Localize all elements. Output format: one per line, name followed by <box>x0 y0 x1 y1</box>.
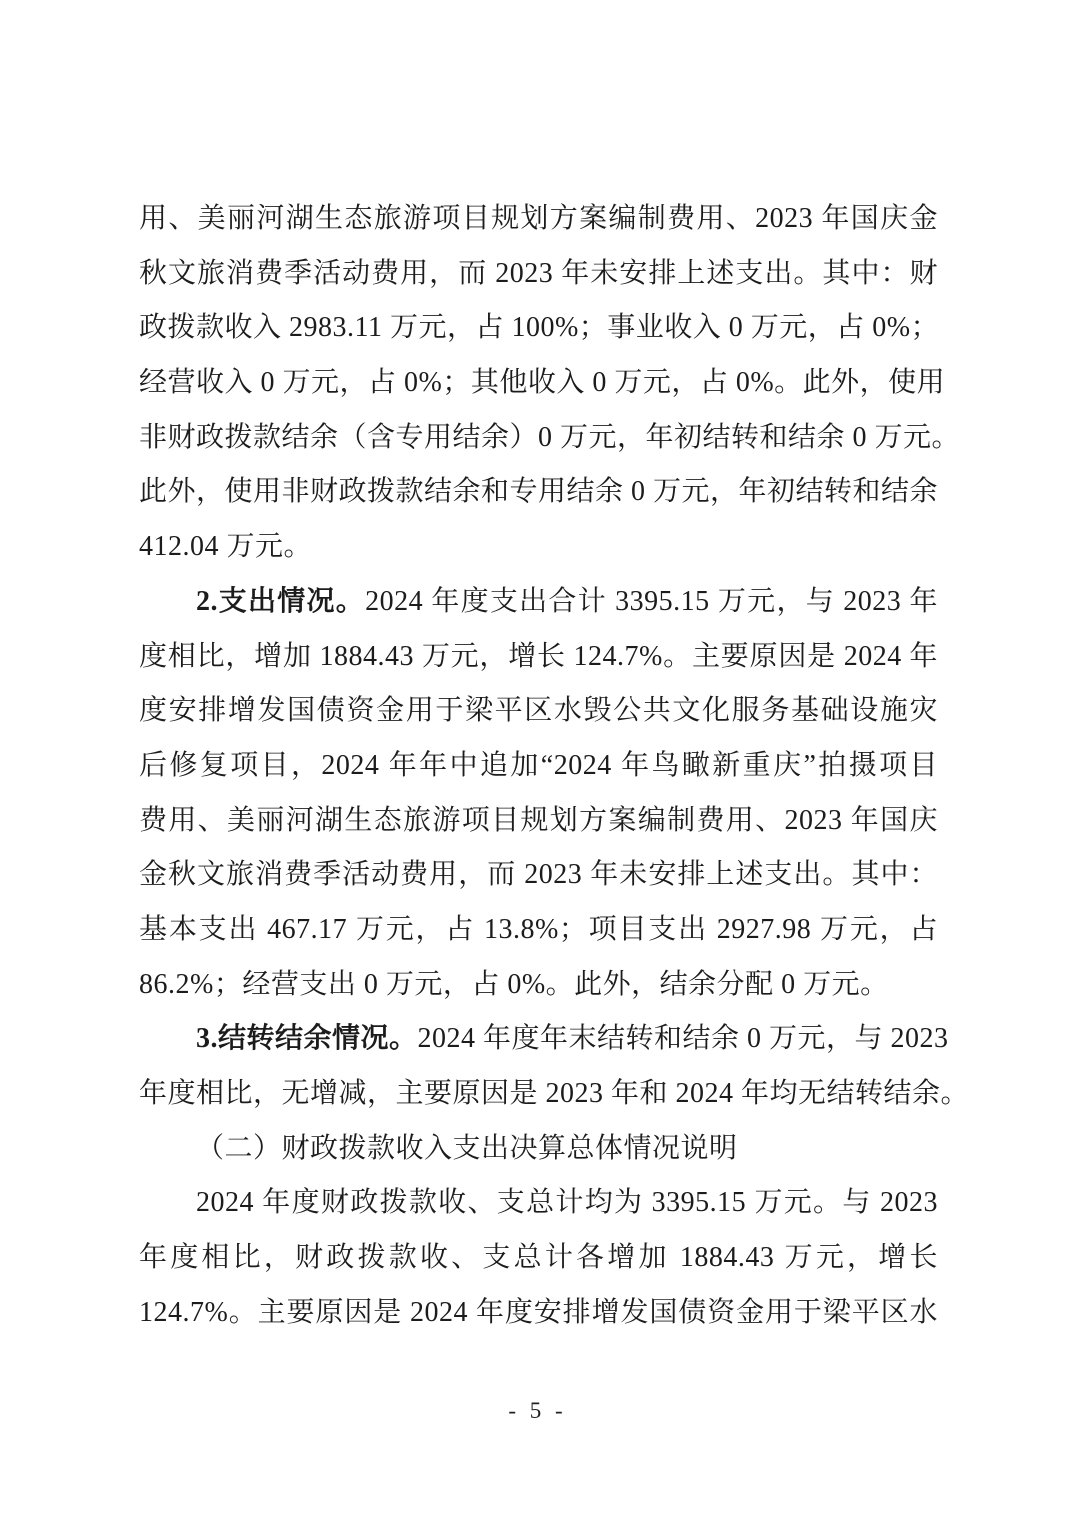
text-line-content: 费用、美丽河湖生态旅游项目规划方案编制费用、2023 年国庆 <box>139 804 938 836</box>
text-line <box>139 1012 949 1067</box>
section-heading <box>139 1122 938 1177</box>
text-line <box>139 739 938 794</box>
text-line <box>139 794 938 849</box>
text-line <box>139 1176 938 1231</box>
text-line <box>139 356 946 411</box>
text-line <box>139 1286 938 1341</box>
text-line-content: 2024 年度年末结转和结余 0 万元，与 2023 <box>417 1023 949 1055</box>
text-line <box>139 630 938 685</box>
text-line <box>139 848 938 903</box>
text-line-content: 经营收入 0 万元，占 0%；其他收入 0 万元，占 0%。此外，使用 <box>139 367 946 399</box>
text-line-content: 基本支出 467.17 万元，占 13.8%；项目支出 2927.98 万元，占 <box>139 913 938 945</box>
text-line-content: 政拨款收入 2983.11 万元，占 100%；事业收入 0 万元，占 0%； <box>139 312 940 344</box>
text-line-content: 86.2%；经营支出 0 万元，占 0%。此外，结余分配 0 万元。 <box>139 968 889 1000</box>
text-line-content: （二）财政拨款收入支出决算总体情况说明 <box>196 1132 738 1164</box>
text-line-content: 秋文旅消费季活动费用，而 2023 年未安排上述支出。其中：财 <box>139 257 938 289</box>
text-line-content: 2024 年度支出合计 3395.15 万元，与 2023 年 <box>365 585 938 617</box>
document-body <box>139 192 970 1340</box>
text-line-content: 度安排增发国债资金用于梁平区水毁公共文化服务基础设施灾 <box>139 695 938 727</box>
text-line <box>139 301 938 356</box>
text-line <box>139 575 938 630</box>
text-line <box>139 958 938 1013</box>
text-line <box>139 1067 970 1122</box>
text-line <box>139 247 938 302</box>
text-line-content: 此外，使用非财政拨款结余和专用结余 0 万元，年初结转和结余 <box>139 476 939 508</box>
text-line <box>139 520 938 575</box>
text-line-content: 用、美丽河湖生态旅游项目规划方案编制费用、2023 年国庆金 <box>139 203 938 234</box>
text-line-content: 后修复项目，2024 年年中追加“2024 年鸟瞰新重庆”拍摄项目 <box>139 749 938 781</box>
text-line <box>139 903 938 958</box>
paragraph-label: 2.支出情况。 <box>196 585 366 617</box>
text-line-content: 2024 年度财政拨款收、支总计均为 3395.15 万元。与 2023 <box>196 1187 938 1219</box>
text-line <box>139 192 938 247</box>
page-number: - 5 - <box>508 1398 567 1423</box>
text-line-content: 度相比，增加 1884.43 万元，增长 124.7%。主要原因是 2024 年 <box>139 640 938 672</box>
paragraph-label: 3.结转结余情况。 <box>196 1023 418 1055</box>
text-line-content: 124.7%。主要原因是 2024 年度安排增发国债资金用于梁平区水 <box>139 1296 938 1328</box>
text-line <box>139 465 938 520</box>
text-line <box>139 684 938 739</box>
text-line-content: 年度相比，无增减，主要原因是 2023 年和 2024 年均无结转结余。 <box>139 1078 970 1109</box>
text-line-content: 412.04 万元。 <box>139 531 313 563</box>
text-line-content: 年度相比，财政拨款收、支总计各增加 1884.43 万元，增长 <box>139 1242 938 1274</box>
text-line <box>139 411 961 466</box>
text-line <box>139 1231 938 1286</box>
text-line-content: 金秋文旅消费季活动费用，而 2023 年未安排上述支出。其中： <box>139 859 938 891</box>
text-line-content: 非财政拨款结余（含专用结余）0 万元，年初结转和结余 0 万元。 <box>139 421 961 453</box>
